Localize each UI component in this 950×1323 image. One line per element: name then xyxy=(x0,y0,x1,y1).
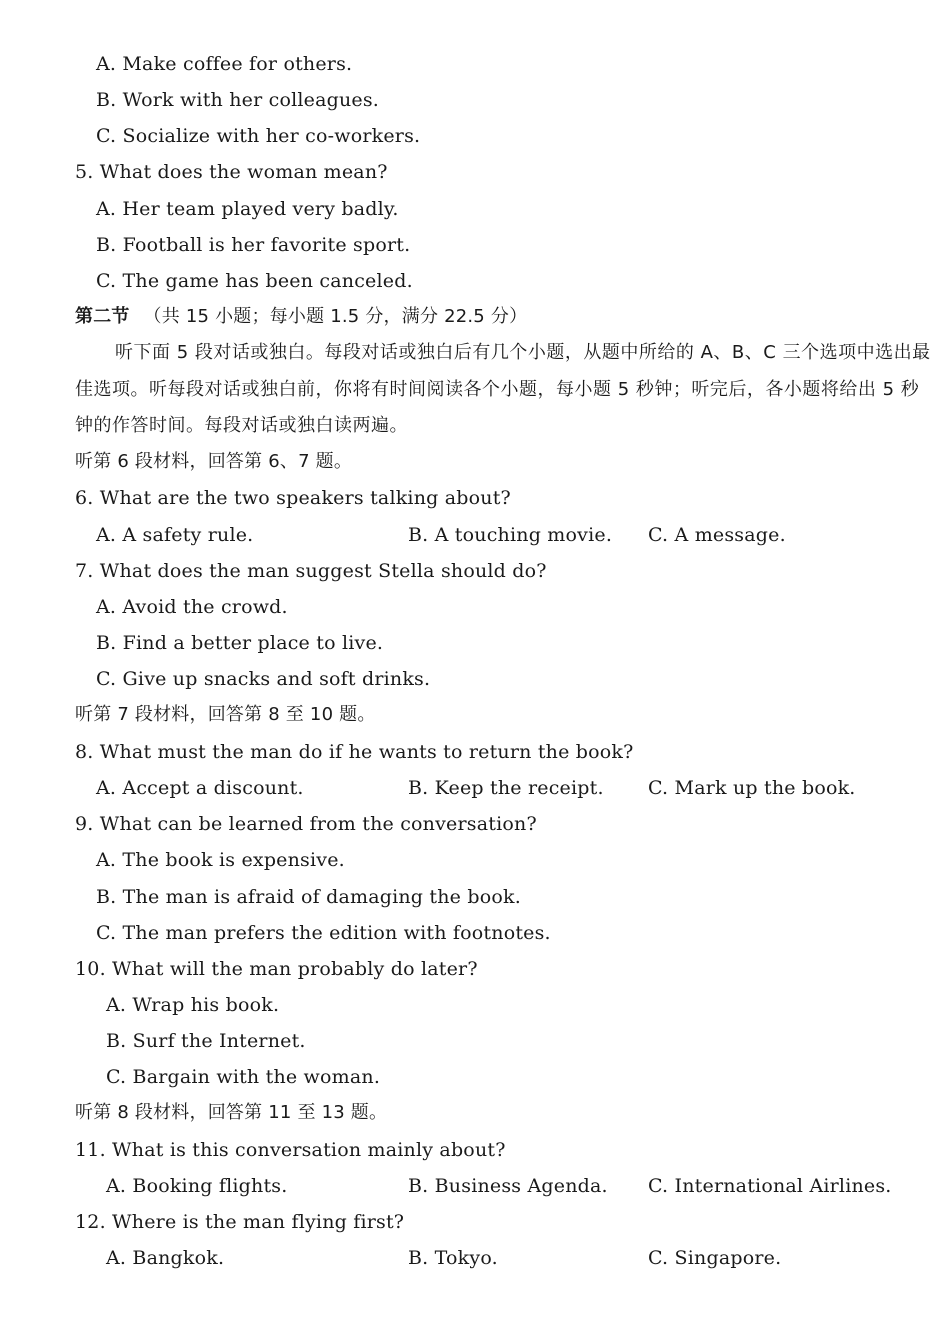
q12-option-b: B. Tokyo. xyxy=(408,1247,498,1269)
q7-option-a: A. Avoid the crowd. xyxy=(96,596,288,618)
q8-question: 8. What must the man do if he wants to return the book? xyxy=(75,741,634,763)
q10-option-b: B. Surf the Internet. xyxy=(106,1030,306,1052)
q6-option-a: A. A safety rule. xyxy=(96,524,254,546)
material-7-heading: 听第 7 段材料，回答第 8 至 10 题。 xyxy=(75,704,376,725)
q6-option-c: C. A message. xyxy=(648,524,786,546)
q8-option-c: C. Mark up the book. xyxy=(648,777,856,799)
material-6-heading: 听第 6 段材料，回答第 6、7 题。 xyxy=(75,451,353,472)
q10-question: 10. What will the man probably do later? xyxy=(75,958,478,980)
q9-option-b: B. The man is afraid of damaging the book. xyxy=(96,886,521,908)
material-8-heading: 听第 8 段材料，回答第 11 至 13 题。 xyxy=(75,1102,388,1123)
q7-option-c: C. Give up snacks and soft drinks. xyxy=(96,668,431,690)
q9-question: 9. What can be learned from the conversation? xyxy=(75,813,537,835)
q6-question: 6. What are the two speakers talking about? xyxy=(75,487,511,509)
q12-question: 12. Where is the man flying first? xyxy=(75,1211,405,1233)
q6-option-b: B. A touching movie. xyxy=(408,524,613,546)
q4-option-a: A. Make coffee for others. xyxy=(96,53,353,75)
q5-question: 5. What does the woman mean? xyxy=(75,161,388,183)
q7-question: 7. What does the man suggest Stella should do? xyxy=(75,560,547,582)
q5-option-a: A. Her team played very badly. xyxy=(96,198,399,220)
q9-option-c: C. The man prefers the edition with footnotes. xyxy=(96,922,551,944)
section2-info: （共 15 小题；每小题 1.5 分，满分 22.5 分） xyxy=(143,306,528,327)
section2-instructions: 听下面 5 段对话或独白。每段对话或独白后有几个小题，从题中所给的 A、B、C 三个选项中选出最佳选项。听每段对话或独白前，你将有时间阅读各个小题，每小题 5 秒钟；听完后，各小题将给出 5 秒钟的作答时间。每段对话或独白读两遍。 xyxy=(75,342,931,436)
q5-option-c: C. The game has been canceled. xyxy=(96,270,413,292)
q4-option-b: B. Work with her colleagues. xyxy=(96,89,380,111)
q11-option-a: A. Booking flights. xyxy=(106,1175,288,1197)
q12-option-a: A. Bangkok. xyxy=(106,1247,225,1269)
q5-option-b: B. Football is her favorite sport. xyxy=(96,234,411,256)
q8-option-b: B. Keep the receipt. xyxy=(408,777,604,799)
section2-header xyxy=(75,305,527,329)
q10-option-a: A. Wrap his book. xyxy=(106,994,280,1016)
q7-option-b: B. Find a better place to live. xyxy=(96,632,384,654)
q12-option-c: C. Singapore. xyxy=(648,1247,782,1269)
q11-option-b: B. Business Agenda. xyxy=(408,1175,608,1197)
q11-question: 11. What is this conversation mainly about? xyxy=(75,1139,506,1161)
q8-option-a: A. Accept a discount. xyxy=(96,777,304,799)
q10-option-c: C. Bargain with the woman. xyxy=(106,1066,381,1088)
q11-option-c: C. International Airlines. xyxy=(648,1175,892,1197)
q9-option-a: A. The book is expensive. xyxy=(96,849,345,871)
section2-title: 第二节 xyxy=(75,306,130,327)
q4-option-c: C. Socialize with her co-workers. xyxy=(96,125,421,147)
